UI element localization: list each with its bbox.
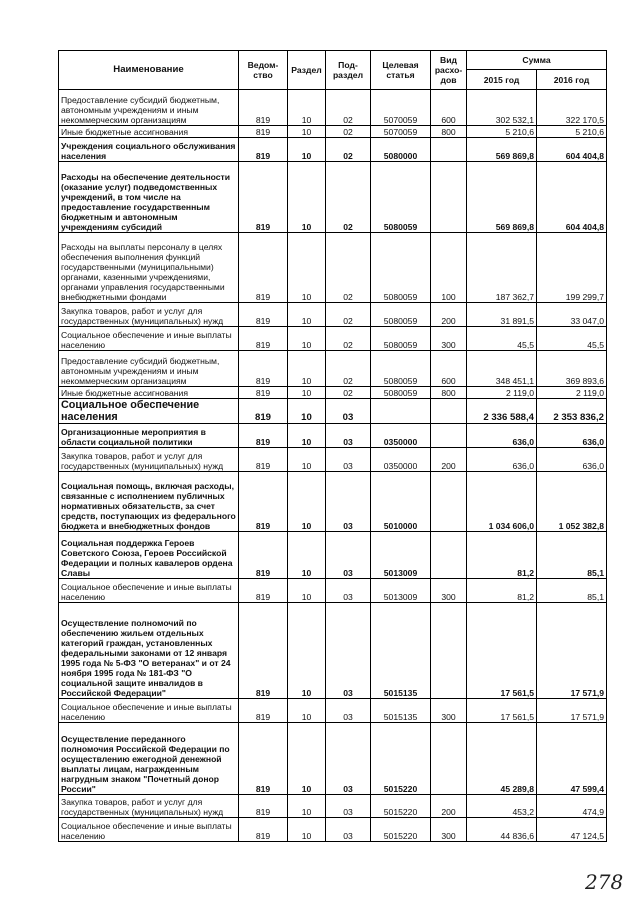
row-subsection: 02 [326,233,371,303]
row-section: 10 [288,162,326,233]
row-dept: 819 [239,233,288,303]
budget-sheet [58,50,606,842]
row-subsection: 03 [326,579,371,603]
header-subsection: Под-раздел [326,51,371,90]
row-subsection: 02 [326,138,371,162]
row-target: 5015135 [371,603,431,699]
row-name: Социальное обеспечение и иные выплаты населению [59,327,239,351]
row-kind [431,138,467,162]
row-subsection: 02 [326,90,371,126]
row-subsection: 02 [326,162,371,233]
row-subsection: 03 [326,795,371,818]
row-name: Закупка товаров, работ и услуг для государственных (муниципальных) нужд [59,448,239,472]
row-subsection: 02 [326,303,371,327]
row-name: Предоставление субсидий бюджетным, автономным учреждениям и иным некоммерческим организациям [59,90,239,126]
row-sum-2016: 199 299,7 [537,233,607,303]
row-kind: 200 [431,795,467,818]
row-sum-2016: 2 119,0 [537,387,607,399]
header-dept: Ведом-ство [239,51,288,90]
row-dept: 819 [239,818,288,842]
row-section: 10 [288,138,326,162]
row-sum-2016: 17 571,9 [537,699,607,723]
row-sum-2015: 45,5 [467,327,537,351]
table-row [59,532,607,579]
row-sum-2016: 17 571,9 [537,603,607,699]
row-subsection: 03 [326,532,371,579]
row-subsection: 03 [326,399,371,424]
table-row [59,603,607,699]
row-sum-2016: 5 210,6 [537,126,607,138]
row-target: 5015220 [371,723,431,795]
row-section: 10 [288,472,326,532]
row-dept: 819 [239,90,288,126]
table-row [59,351,607,387]
row-target: 5080059 [371,303,431,327]
row-name: Осуществление переданного полномочия Российской Федерации по осуществлению ежегодной денежной выплаты лицам, награжденным нагрудным знаком "Почетный донор России" [59,723,239,795]
row-name: Закупка товаров, работ и услуг для государственных (муниципальных) нужд [59,795,239,818]
row-section: 10 [288,387,326,399]
row-section: 10 [288,532,326,579]
row-section: 10 [288,399,326,424]
row-sum-2015: 453,2 [467,795,537,818]
row-subsection: 03 [326,448,371,472]
table-row [59,795,607,818]
row-kind: 800 [431,126,467,138]
table-row [59,387,607,399]
row-target: 5015220 [371,818,431,842]
row-target: 5013009 [371,579,431,603]
row-sum-2015: 17 561,5 [467,699,537,723]
table-row [59,303,607,327]
row-sum-2015: 302 532,1 [467,90,537,126]
row-sum-2016: 369 893,6 [537,351,607,387]
row-section: 10 [288,579,326,603]
row-target: 0350000 [371,448,431,472]
table-body [59,90,607,842]
row-subsection: 02 [326,351,371,387]
row-target: 5080059 [371,387,431,399]
row-dept: 819 [239,138,288,162]
row-kind: 800 [431,387,467,399]
row-sum-2016: 85,1 [537,532,607,579]
table-row [59,233,607,303]
row-sum-2016: 604 404,8 [537,138,607,162]
row-sum-2016: 2 353 836,2 [537,399,607,424]
header-section: Раздел [288,51,326,90]
row-section: 10 [288,327,326,351]
row-name: Иные бюджетные ассигнования [59,387,239,399]
row-kind [431,472,467,532]
row-sum-2016: 636,0 [537,424,607,448]
table-row [59,579,607,603]
row-name: Социальная помощь, включая расходы, связанные с исполнением публичных нормативных обязательств, за счет средств, поступающих из федерального бюджета и внебюджетных фондов [59,472,239,532]
row-sum-2016: 45,5 [537,327,607,351]
table-row [59,448,607,472]
row-sum-2015: 81,2 [467,532,537,579]
row-subsection: 03 [326,424,371,448]
row-section: 10 [288,90,326,126]
row-sum-2015: 5 210,6 [467,126,537,138]
row-dept: 819 [239,351,288,387]
row-target: 5013009 [371,532,431,579]
row-kind [431,532,467,579]
row-name: Социальное обеспечение и иные выплаты населению [59,818,239,842]
row-dept: 819 [239,327,288,351]
table-row [59,399,607,424]
header-kind: Вид расхо-дов [431,51,467,90]
row-kind: 300 [431,699,467,723]
row-target: 5080059 [371,162,431,233]
row-subsection: 03 [326,818,371,842]
row-dept: 819 [239,603,288,699]
row-target: 0350000 [371,424,431,448]
row-dept: 819 [239,387,288,399]
row-name: Осуществление полномочий по обеспечению жильем отдельных категорий граждан, установленных федеральными законами от 12 января 1995 года № 5-ФЗ "О ветеранах" и от 24 ноября 1995 года № 181-ФЗ "О социальной защите инвалидов в Российской Федерации" [59,603,239,699]
row-section: 10 [288,233,326,303]
row-target: 5015135 [371,699,431,723]
row-sum-2015: 636,0 [467,424,537,448]
row-sum-2015: 569 869,8 [467,138,537,162]
row-sum-2015: 2 119,0 [467,387,537,399]
budget-table [58,50,607,842]
header-2016: 2016 год [537,70,607,90]
row-sum-2015: 636,0 [467,448,537,472]
table-row [59,699,607,723]
header-target: Целевая статья [371,51,431,90]
table-row [59,126,607,138]
row-kind: 300 [431,327,467,351]
row-sum-2015: 17 561,5 [467,603,537,699]
row-subsection: 03 [326,723,371,795]
row-target: 5070059 [371,90,431,126]
row-sum-2016: 47 124,5 [537,818,607,842]
row-dept: 819 [239,424,288,448]
table-row [59,723,607,795]
row-sum-2016: 1 052 382,8 [537,472,607,532]
row-target: 5010000 [371,472,431,532]
row-dept: 819 [239,126,288,138]
row-section: 10 [288,448,326,472]
row-target: 5080059 [371,233,431,303]
row-name: Учреждения социального обслуживания населения [59,138,239,162]
row-sum-2016: 47 599,4 [537,723,607,795]
row-kind: 300 [431,818,467,842]
header-sum: Сумма [467,51,607,70]
row-sum-2015: 569 869,8 [467,162,537,233]
row-target: 5070059 [371,126,431,138]
row-section: 10 [288,603,326,699]
row-kind [431,603,467,699]
row-name: Иные бюджетные ассигнования [59,126,239,138]
row-name: Социальное обеспечение и иные выплаты населению [59,699,239,723]
table-row [59,818,607,842]
table-row [59,327,607,351]
row-target: 5080000 [371,138,431,162]
row-dept: 819 [239,448,288,472]
row-subsection: 02 [326,327,371,351]
row-name: Социальное обеспечение и иные выплаты населению [59,579,239,603]
row-target: 5080059 [371,351,431,387]
table-row [59,90,607,126]
row-sum-2015: 44 836,6 [467,818,537,842]
table-row [59,424,607,448]
row-name: Предоставление субсидий бюджетным, автономным учреждениям и иным некоммерческим организациям [59,351,239,387]
row-sum-2015: 45 289,8 [467,723,537,795]
row-target: 5015220 [371,795,431,818]
row-sum-2016: 604 404,8 [537,162,607,233]
table-row [59,162,607,233]
row-subsection: 03 [326,699,371,723]
row-kind [431,162,467,233]
row-sum-2016: 636,0 [537,448,607,472]
row-sum-2015: 187 362,7 [467,233,537,303]
row-dept: 819 [239,303,288,327]
row-name: Социальная поддержка Героев Советского Союза, Героев Российской Федерации и полных кавалеров ордена Славы [59,532,239,579]
header-2015: 2015 год [467,70,537,90]
row-section: 10 [288,795,326,818]
page-number: 278 [585,870,624,894]
row-kind: 300 [431,579,467,603]
row-name: Закупка товаров, работ и услуг для государственных (муниципальных) нужд [59,303,239,327]
row-kind: 200 [431,448,467,472]
table-row [59,472,607,532]
header-name: Наименование [59,51,239,90]
row-sum-2016: 322 170,5 [537,90,607,126]
row-sum-2015: 31 891,5 [467,303,537,327]
row-dept: 819 [239,399,288,424]
row-kind [431,723,467,795]
row-kind: 100 [431,233,467,303]
row-section: 10 [288,818,326,842]
row-kind: 200 [431,303,467,327]
row-subsection: 02 [326,126,371,138]
row-section: 10 [288,424,326,448]
row-sum-2016: 33 047,0 [537,303,607,327]
row-kind [431,399,467,424]
row-subsection: 02 [326,387,371,399]
row-sum-2015: 2 336 588,4 [467,399,537,424]
row-section: 10 [288,303,326,327]
row-dept: 819 [239,472,288,532]
row-dept: 819 [239,579,288,603]
row-kind: 600 [431,351,467,387]
row-dept: 819 [239,723,288,795]
row-dept: 819 [239,795,288,818]
row-section: 10 [288,723,326,795]
row-sum-2015: 348 451,1 [467,351,537,387]
row-sum-2015: 81,2 [467,579,537,603]
table-row [59,138,607,162]
row-section: 10 [288,126,326,138]
row-name: Расходы на обеспечение деятельности (оказание услуг) подведомственных учреждений, в том числе на предоставление государственным бюджетным и автономным учреждениям субсидий [59,162,239,233]
row-dept: 819 [239,162,288,233]
row-name: Расходы на выплаты персоналу в целях обеспечения выполнения функций государственными (муниципальными) органами, казенными учреждениями, органами управления государственными внебюджетными фондами [59,233,239,303]
row-target: 5080059 [371,327,431,351]
row-name: Социальное обеспечение населения [59,399,239,424]
row-name: Организационные мероприятия в области социальной политики [59,424,239,448]
row-dept: 819 [239,699,288,723]
row-section: 10 [288,699,326,723]
row-sum-2016: 85,1 [537,579,607,603]
row-target [371,399,431,424]
row-subsection: 03 [326,603,371,699]
row-dept: 819 [239,532,288,579]
row-sum-2016: 474,9 [537,795,607,818]
row-kind [431,424,467,448]
row-kind: 600 [431,90,467,126]
row-subsection: 03 [326,472,371,532]
row-section: 10 [288,351,326,387]
row-sum-2015: 1 034 606,0 [467,472,537,532]
